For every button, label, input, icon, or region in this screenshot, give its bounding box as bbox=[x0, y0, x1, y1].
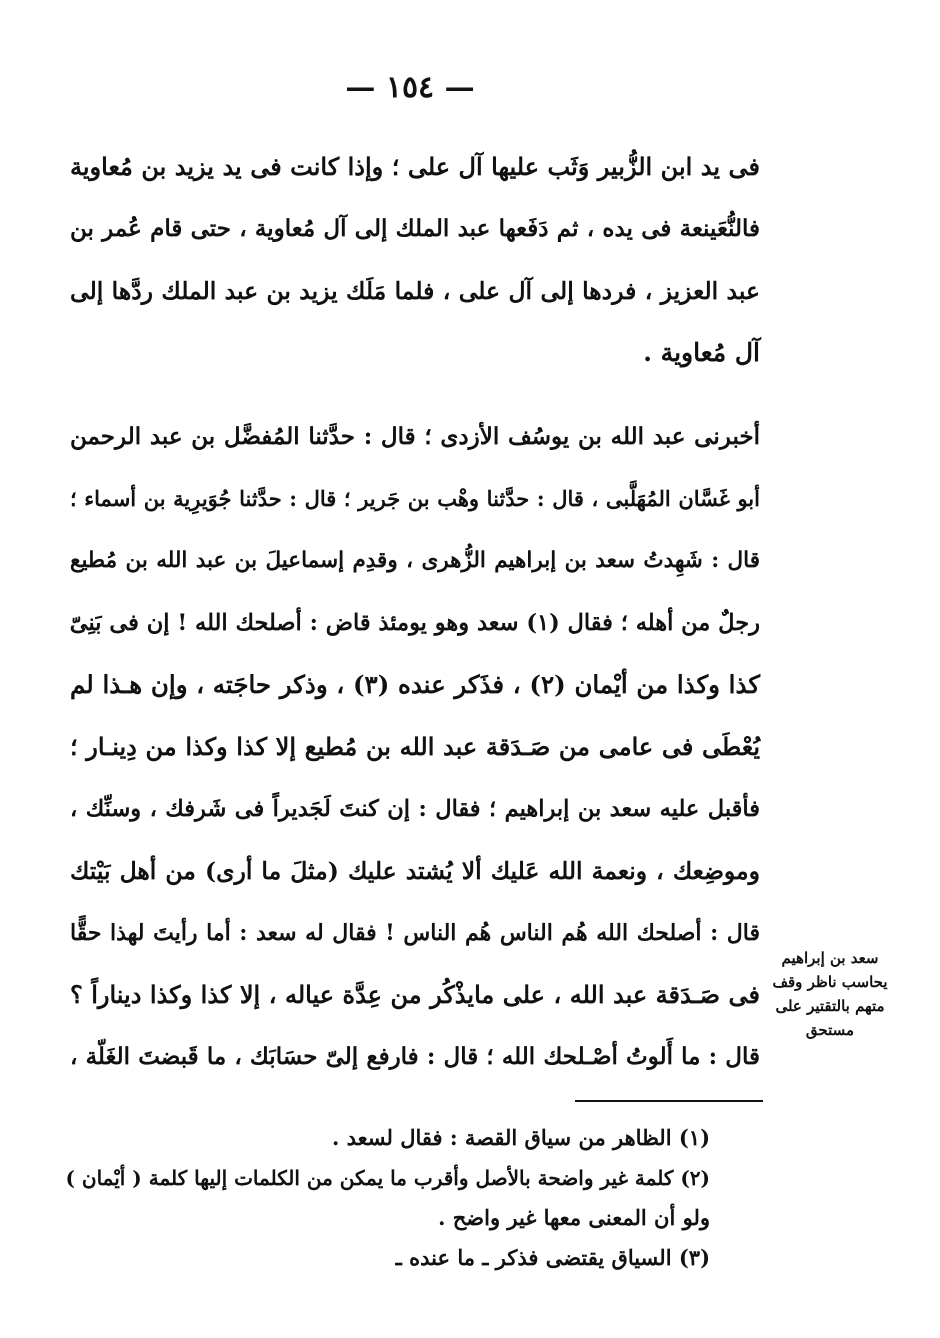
page-number: — ١٥٤ — bbox=[345, 70, 475, 105]
footnote-divider bbox=[575, 1100, 763, 1102]
text-line: فالنُّعَينعة فى يده ، ثم دَفَعها عبد الملك إلى آل مُعاوية ، حتى قام عُمر بن bbox=[70, 215, 760, 242]
margin-note-line: مستحق bbox=[805, 1021, 855, 1039]
text-line: فى صَـدَقة عبد الله ، على مايذْكُر من عِدَّة عياله ، إلا كذا وكذا ديناراً ؟ bbox=[70, 980, 760, 1009]
text-line: قال : شَهِدتُ سعد بن إبراهيم الزُّهرى ، وقدِم إسماعيلَ بن عبد الله بن مُطيع bbox=[70, 548, 760, 573]
text-line: آل مُعاوية . bbox=[643, 338, 760, 367]
text-line: قال : ما أَلوتُ أصْـلحك الله ؛ قال : فارفع إلىّ حسَابَك ، ما قَبضتَ الغَلّة ، bbox=[70, 1043, 760, 1070]
text-line: أبو غَسَّان المُهَلَّبى ، قال : حدَّثنا وهْب بن جَرير ؛ قال : حدَّثنا جُوَيرِية بن أسماء ؛ bbox=[70, 486, 760, 511]
footnotes bbox=[60, 1118, 710, 1278]
text-line: يُعْطَى فى عامى من صَـدَقة عبد الله بن مُطيع إلا كذا وكذا من دِينـار ؛ bbox=[70, 732, 760, 761]
margin-note-line: سعد بن إبراهيم bbox=[781, 949, 879, 967]
footnote: (٣) السياق يقتضى فذكر ـ ما عنده ـ bbox=[395, 1245, 710, 1270]
paragraph-gap bbox=[70, 384, 760, 406]
text-line: رجلٌ من أهله ؛ فقال (١) سعد وهو يومئذ قاض : أصلحك الله ! إن فى بَنِىّ bbox=[69, 610, 760, 636]
text-line: فى يد ابن الزُّبير وَثَب عليها آل على ؛ وإذا كانت فى يد يزيد بن مُعاوية bbox=[70, 152, 760, 181]
text-line: فأقبل عليه سعد بن إبراهيم ؛ فقال : إن كنتَ لَجَديراً فى شَرفك ، وسنِّك ، bbox=[70, 796, 760, 822]
margin-note-line: يحاسب ناظر وقف bbox=[772, 973, 888, 991]
footnote-continuation: ولو أن المعنى معها غير واضح . bbox=[438, 1205, 710, 1230]
footnote: (٢) كلمة غير واضحة بالأصل وأقرب ما يمكن من الكلمات إليها كلمة ( أيْمان ) bbox=[65, 1166, 710, 1190]
text-line: قال : أصلحك الله هُم الناس هُم الناس ! فقال له سعد : أما رأيتَ لهذا حقًّا bbox=[70, 920, 760, 946]
text-line: وموضِعك ، ونعمة الله عَليك ألا يُشتد عليك (مثلَ ما أرى) من أهل بَيْتك bbox=[70, 857, 760, 885]
text-line: أخبرنى عبد الله بن يوسُف الأزدى ؛ قال : حدَّثنا المُفضَّل بن عبد الرحمن bbox=[70, 423, 760, 450]
footnote: (١) الظاهر من سياق القصة : فقال لسعد . bbox=[331, 1125, 710, 1150]
main-text bbox=[70, 136, 760, 1088]
text-line: عبد العزيز ، فردها إلى آل على ، فلما مَلَك يزيد بن عبد الملك ردَّها إلى bbox=[70, 277, 760, 305]
margin-note-line: متهم بالتقتير على bbox=[775, 997, 885, 1015]
margin-note bbox=[770, 946, 890, 1042]
text-line: كذا وكذا من أيْمان (٢) ، فذَكر عنده (٣) ، وذكر حاجَته ، وإن هـذا لم bbox=[70, 670, 760, 699]
